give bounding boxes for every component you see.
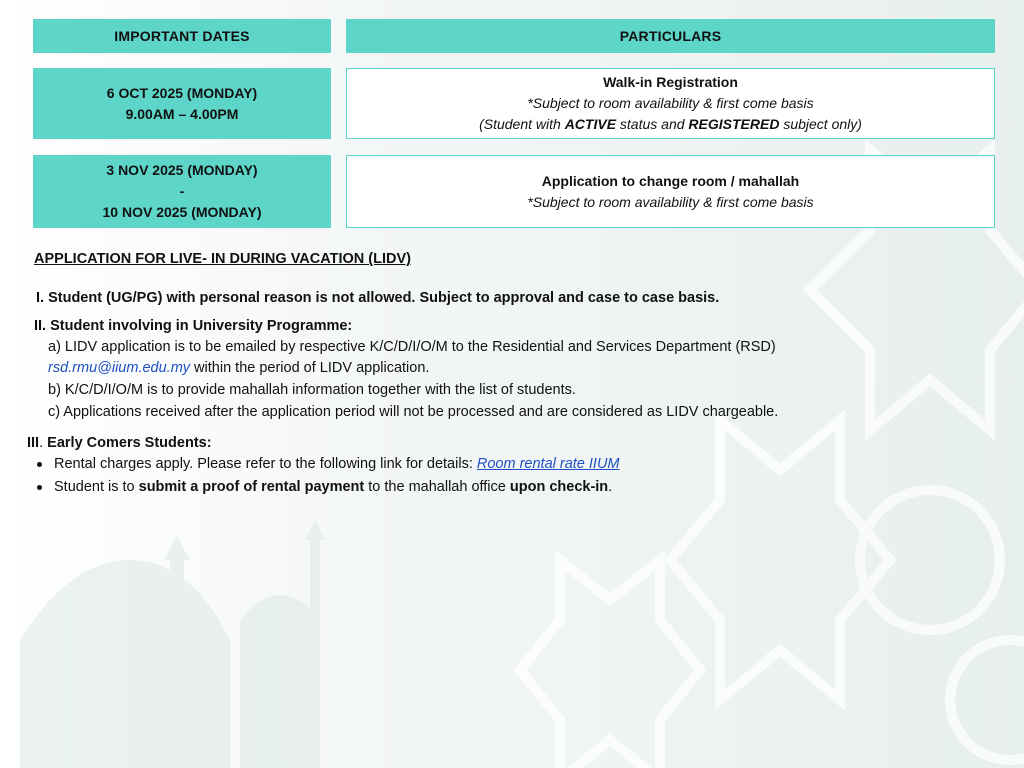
particular-note: *Subject to room availability & first come basis [527, 95, 814, 111]
lidv-item-2a: a) LIDV application is to be emailed by respective K/C/D/I/O/M to the Residential and Services Department (RSD) [48, 339, 776, 355]
particular-title: Application to change room / mahallah [541, 172, 800, 189]
lidv-item-3-heading: III. Early Comers Students: [27, 435, 212, 451]
date-separator: - [179, 183, 185, 199]
header-particulars [346, 19, 995, 53]
particular-title: Walk-in Registration [603, 74, 738, 90]
header-particulars-label: PARTICULARS [619, 28, 722, 44]
lidv-section-title: APPLICATION FOR LIVE- IN DURING VACATION (LIDV) [34, 251, 411, 267]
room-rental-rate-link[interactable]: Room rental rate IIUM [476, 456, 620, 472]
date-cell-change-room [33, 155, 331, 228]
lidv-item-3-bullet-1: Rental charges apply. Please refer to the following link for details: Room rental rate IIUM [54, 456, 620, 472]
date-line2: 9.00AM – 4.00PM [125, 105, 239, 122]
date-line1: 3 NOV 2025 (MONDAY) [106, 162, 258, 178]
date-line1: 6 OCT 2025 (MONDAY) [106, 84, 258, 101]
lidv-item-1: I. Student (UG/PG) with personal reason is not allowed. Subject to approval and case to case basis. [36, 290, 720, 306]
lidv-item-2b: b) K/C/D/I/O/M is to provide mahallah information together with the list of students. [48, 382, 576, 398]
lidv-item-3-bullet-2: Student is to submit a proof of rental payment to the mahallah office upon check-in. [54, 479, 613, 495]
particular-note: *Subject to room availability & first come basis [527, 193, 814, 210]
particulars-cell-registration [346, 68, 995, 139]
bullet-icon [37, 485, 42, 490]
date-cell-registration [33, 68, 331, 139]
date-line2: 10 NOV 2025 (MONDAY) [102, 204, 262, 220]
header-dates-label: IMPORTANT DATES [114, 28, 250, 44]
lidv-item-2c: c) Applications received after the application period will not be processed and are considered as LIDV chargeable. [48, 404, 779, 420]
rsd-email-link[interactable]: rsd.rmu@iium.edu.my [48, 360, 191, 376]
lidv-item-2a-cont: rsd.rmu@iium.edu.my within the period of LIDV application. [48, 360, 430, 376]
active-status-text: ACTIVE [564, 116, 617, 132]
lidv-item-2-heading: II. Student involving in University Programme: [34, 318, 353, 334]
registered-status-text: REGISTERED [688, 116, 780, 132]
bullet-icon [37, 462, 42, 467]
particulars-cell-change-room [346, 155, 995, 228]
particular-condition: (Student with ACTIVE status and REGISTERED subject only) [479, 116, 862, 132]
header-important-dates [33, 19, 331, 53]
